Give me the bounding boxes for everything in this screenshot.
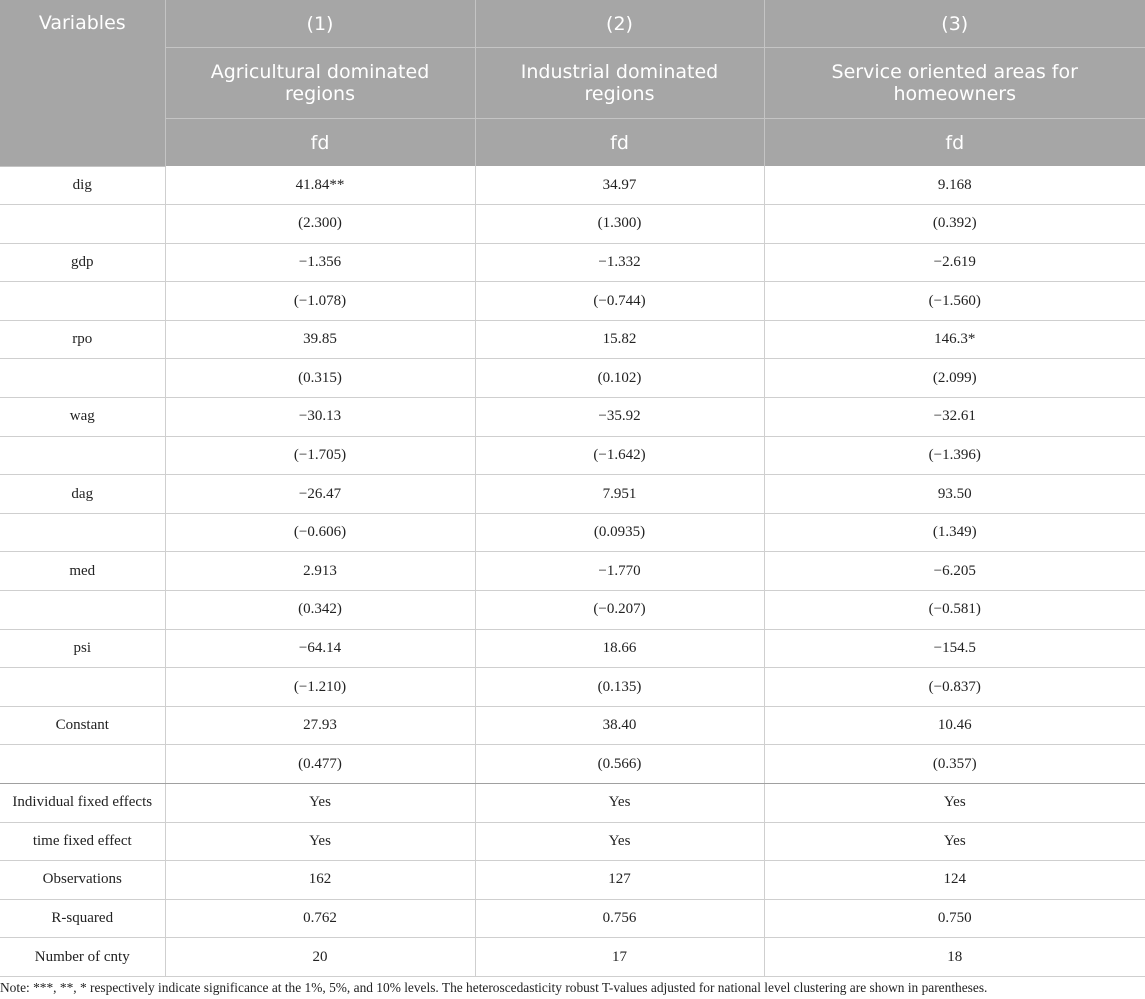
row-label <box>0 205 165 244</box>
cell-value: (−1.210) <box>165 668 475 707</box>
cell-value: (0.342) <box>165 591 475 630</box>
col-number-2: (2) <box>475 0 764 48</box>
table-body <box>0 166 1145 976</box>
cell-value: (2.300) <box>165 205 475 244</box>
cell-value: 9.168 <box>764 166 1145 205</box>
cell-value: (−0.744) <box>475 282 764 321</box>
table-row <box>0 591 1145 630</box>
cell-value: (1.349) <box>764 513 1145 552</box>
cell-value: (0.0935) <box>475 513 764 552</box>
cell-value: −35.92 <box>475 398 764 437</box>
cell-value: 127 <box>475 861 764 900</box>
table-row <box>0 629 1145 668</box>
cell-value: (−0.207) <box>475 591 764 630</box>
row-label: med <box>0 552 165 591</box>
cell-value: −30.13 <box>165 398 475 437</box>
cell-value: −32.61 <box>764 398 1145 437</box>
col-group-2: Industrial dominated regions <box>475 48 764 119</box>
cell-value: −6.205 <box>764 552 1145 591</box>
row-label: rpo <box>0 320 165 359</box>
col-number-3: (3) <box>764 0 1145 48</box>
cell-value: 34.97 <box>475 166 764 205</box>
table-row <box>0 552 1145 591</box>
row-label: Number of cnty <box>0 938 165 977</box>
cell-value: (0.135) <box>475 668 764 707</box>
cell-value: 27.93 <box>165 706 475 745</box>
cell-value: −64.14 <box>165 629 475 668</box>
header-row-numbers <box>0 0 1145 48</box>
col-group-1: Agricultural dominated regions <box>165 48 475 119</box>
table-row <box>0 861 1145 900</box>
cell-value: −1.356 <box>165 243 475 282</box>
dep-var-2: fd <box>475 119 764 167</box>
cell-value: Yes <box>475 784 764 823</box>
table-row <box>0 745 1145 784</box>
cell-value: 20 <box>165 938 475 977</box>
cell-value: (0.477) <box>165 745 475 784</box>
cell-value: 41.84** <box>165 166 475 205</box>
row-label <box>0 745 165 784</box>
table-row <box>0 205 1145 244</box>
cell-value: Yes <box>165 822 475 861</box>
cell-value: (−0.606) <box>165 513 475 552</box>
cell-value: −26.47 <box>165 475 475 514</box>
cell-value: Yes <box>165 784 475 823</box>
cell-value: 7.951 <box>475 475 764 514</box>
cell-value: (−1.560) <box>764 282 1145 321</box>
cell-value: 38.40 <box>475 706 764 745</box>
cell-value: −1.332 <box>475 243 764 282</box>
table-row <box>0 668 1145 707</box>
table-row <box>0 899 1145 938</box>
row-label: wag <box>0 398 165 437</box>
dep-var-3: fd <box>764 119 1145 167</box>
cell-value: 162 <box>165 861 475 900</box>
cell-value: 15.82 <box>475 320 764 359</box>
col-number-1: (1) <box>165 0 475 48</box>
cell-value: (0.102) <box>475 359 764 398</box>
row-label <box>0 282 165 321</box>
cell-value: (−1.396) <box>764 436 1145 475</box>
row-label: Constant <box>0 706 165 745</box>
table-note: Note: ***, **, * respectively indicate significance at the 1%, 5%, and 10% levels. The heteroscedasticity robust T-values adjusted for national level clustering are shown in parentheses. <box>0 980 988 995</box>
row-label: Observations <box>0 861 165 900</box>
table-row <box>0 359 1145 398</box>
cell-value: −2.619 <box>764 243 1145 282</box>
table-row <box>0 475 1145 514</box>
cell-value: −154.5 <box>764 629 1145 668</box>
cell-value: 10.46 <box>764 706 1145 745</box>
cell-value: (−1.705) <box>165 436 475 475</box>
cell-value: (1.300) <box>475 205 764 244</box>
row-label: R-squared <box>0 899 165 938</box>
cell-value: (−1.642) <box>475 436 764 475</box>
cell-value: Yes <box>764 784 1145 823</box>
cell-value: 0.762 <box>165 899 475 938</box>
table-row <box>0 243 1145 282</box>
cell-value: (−0.837) <box>764 668 1145 707</box>
row-label <box>0 668 165 707</box>
cell-value: (−0.581) <box>764 591 1145 630</box>
table-row <box>0 166 1145 205</box>
variables-header: Variables <box>0 0 165 166</box>
cell-value: 2.913 <box>165 552 475 591</box>
table-row <box>0 282 1145 321</box>
cell-value: 146.3* <box>764 320 1145 359</box>
cell-value: (−1.078) <box>165 282 475 321</box>
cell-value: 0.756 <box>475 899 764 938</box>
cell-value: 0.750 <box>764 899 1145 938</box>
col-group-3: Service oriented areas for homeowners <box>764 48 1145 119</box>
table-row <box>0 822 1145 861</box>
cell-value: −1.770 <box>475 552 764 591</box>
cell-value: Yes <box>764 822 1145 861</box>
header-row-depvar <box>0 119 1145 167</box>
row-label <box>0 359 165 398</box>
dep-var-1: fd <box>165 119 475 167</box>
row-label <box>0 513 165 552</box>
cell-value: 93.50 <box>764 475 1145 514</box>
cell-value: (0.566) <box>475 745 764 784</box>
table-row <box>0 938 1145 977</box>
cell-value: (0.392) <box>764 205 1145 244</box>
cell-value: 39.85 <box>165 320 475 359</box>
row-label <box>0 591 165 630</box>
row-label <box>0 436 165 475</box>
row-label: Individual fixed effects <box>0 784 165 823</box>
row-label: dag <box>0 475 165 514</box>
table-row <box>0 784 1145 823</box>
row-label: time fixed effect <box>0 822 165 861</box>
table-row <box>0 398 1145 437</box>
cell-value: 17 <box>475 938 764 977</box>
table-row <box>0 436 1145 475</box>
cell-value: (0.357) <box>764 745 1145 784</box>
table-row <box>0 706 1145 745</box>
cell-value: (0.315) <box>165 359 475 398</box>
cell-value: (2.099) <box>764 359 1145 398</box>
cell-value: 18.66 <box>475 629 764 668</box>
row-label: gdp <box>0 243 165 282</box>
cell-value: 124 <box>764 861 1145 900</box>
cell-value: Yes <box>475 822 764 861</box>
cell-value: 18 <box>764 938 1145 977</box>
row-label: dig <box>0 166 165 205</box>
header-row-groups <box>0 48 1145 119</box>
table-row <box>0 513 1145 552</box>
table-row <box>0 320 1145 359</box>
row-label: psi <box>0 629 165 668</box>
table-header <box>0 0 1145 166</box>
